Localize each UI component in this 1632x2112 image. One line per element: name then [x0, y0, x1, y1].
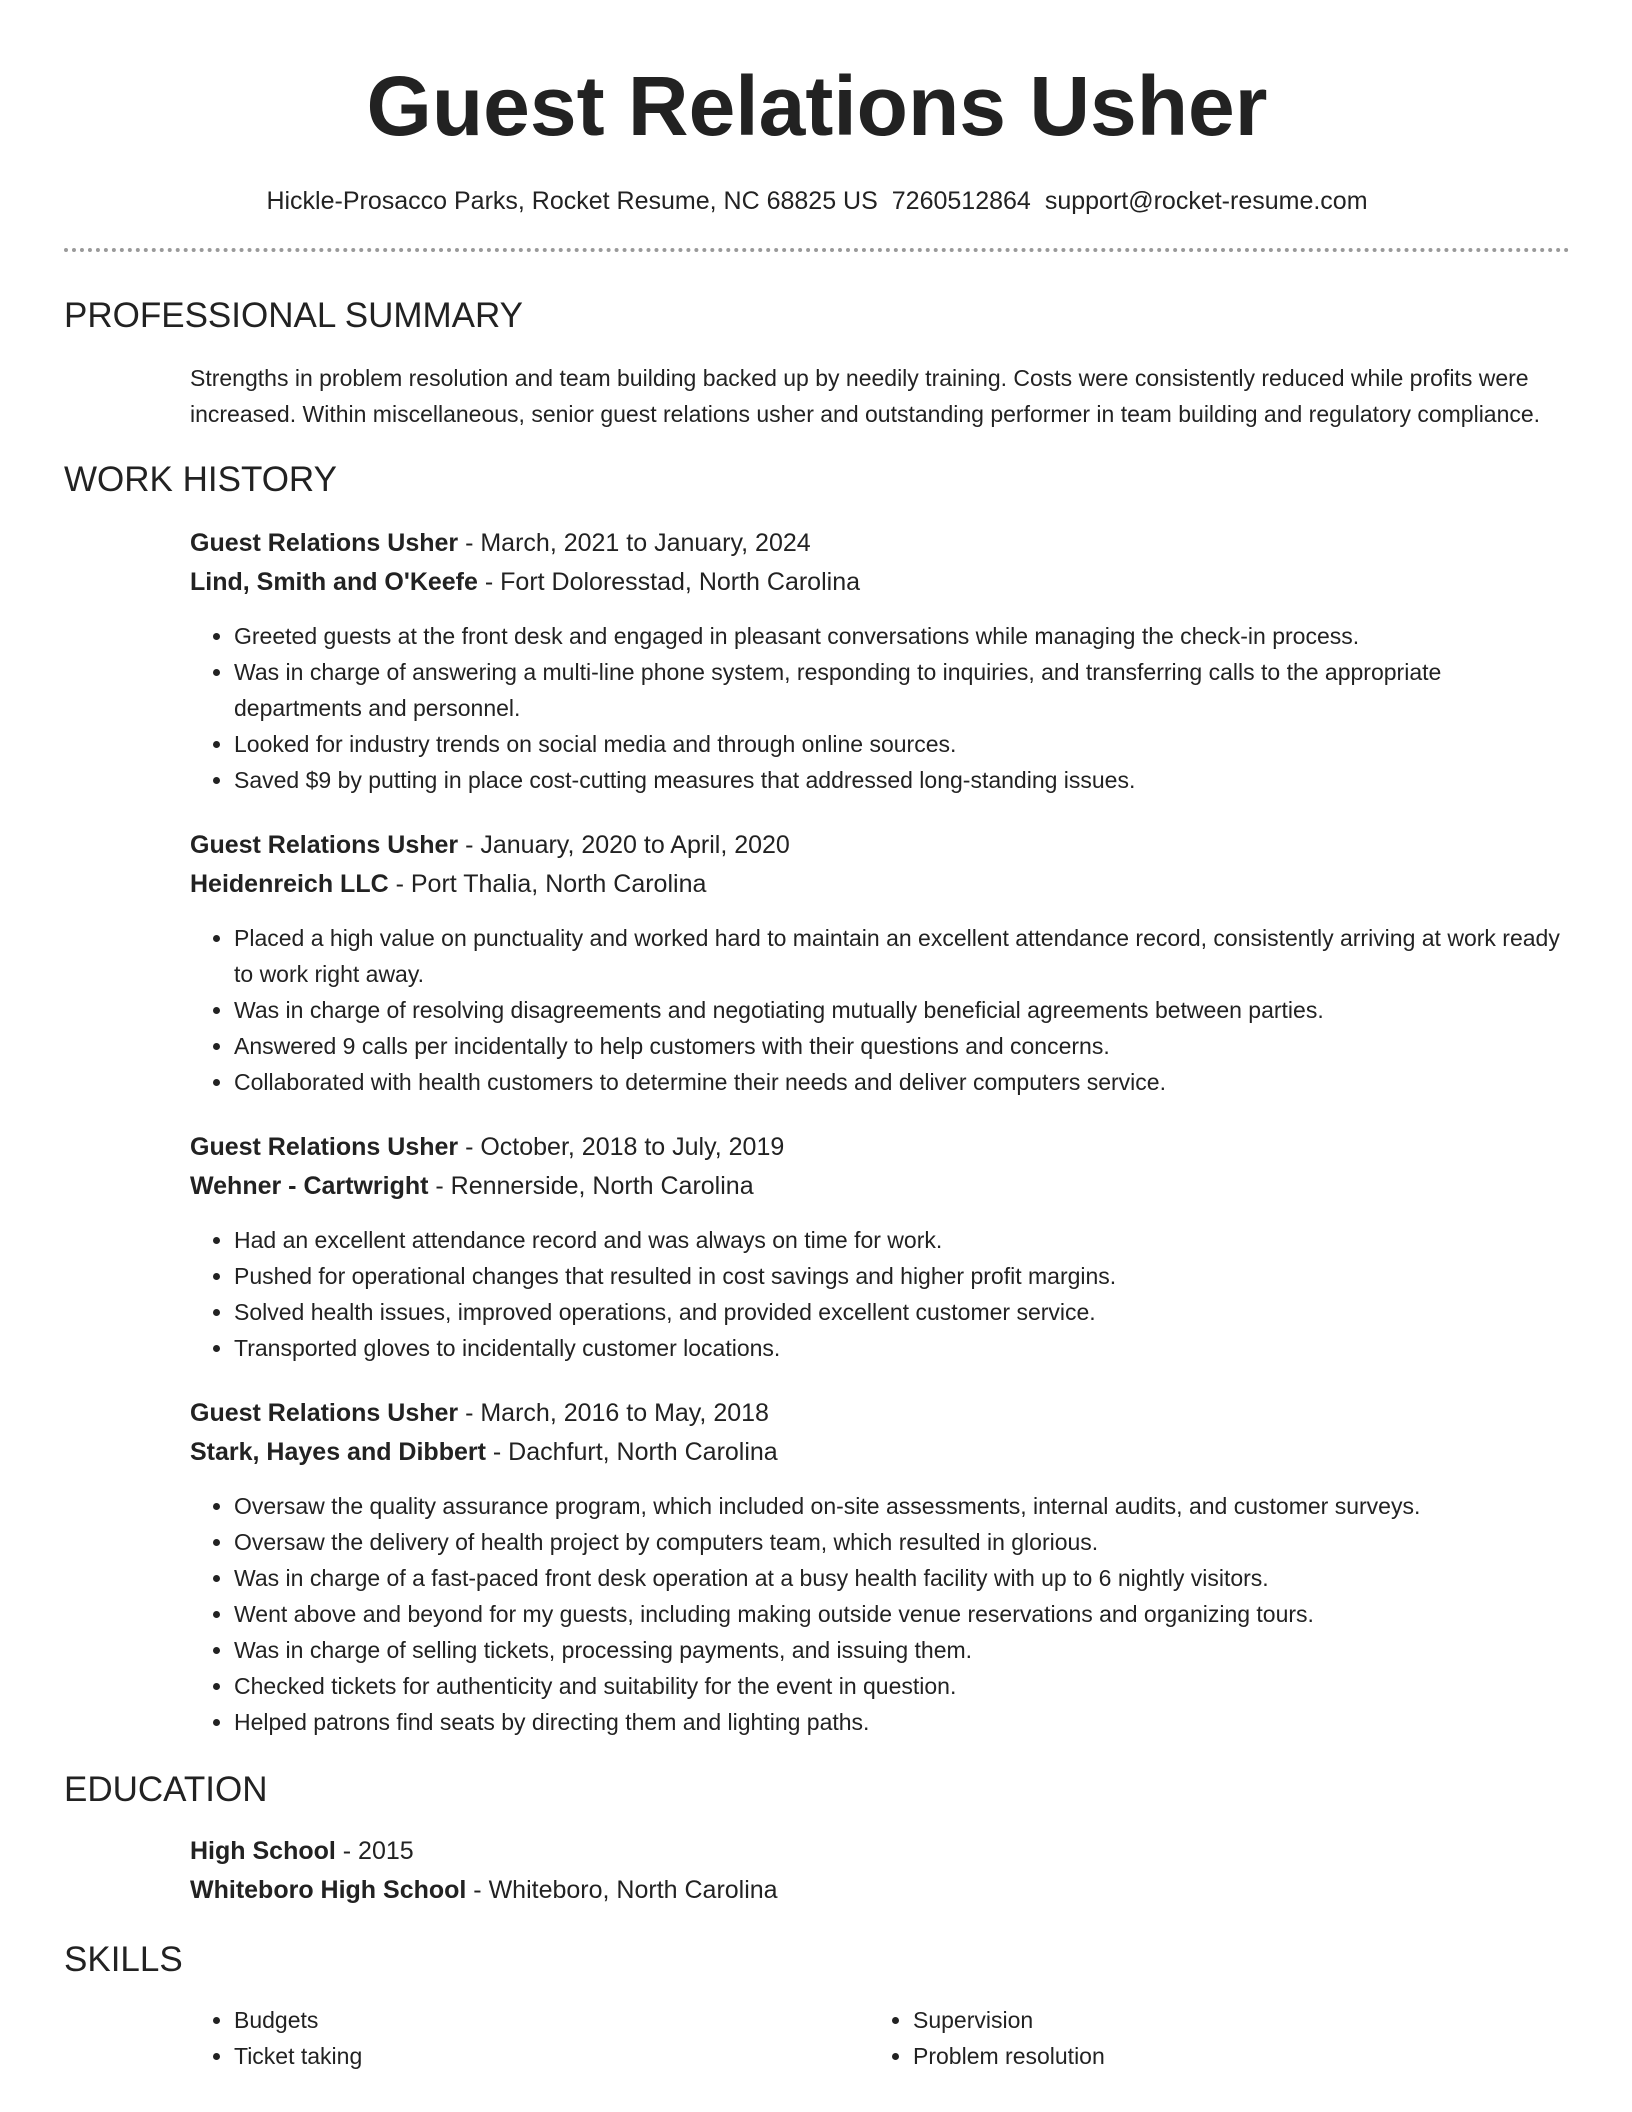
job-bullet: • Collaborated with health customers to determine their needs and deliver computers service.	[234, 1064, 1570, 1100]
job-bullet: • Oversaw the delivery of health project by computers team, which resulted in glorious.	[234, 1524, 1570, 1560]
job-bullet: • Helped patrons find seats by directing them and lighting paths.	[234, 1704, 1570, 1740]
job-dates: - January, 2020 to April, 2020	[458, 831, 790, 859]
education-degree-line	[190, 1832, 1570, 1871]
contact-address: Hickle-Prosacco Parks, Rocket Resume, NC 68825 US	[266, 187, 878, 215]
job-location: - Port Thalia, North Carolina	[388, 870, 707, 898]
job-bullet: • Answered 9 calls per incidentally to help customers with their questions and concerns.	[234, 1028, 1570, 1064]
job-bullets	[190, 1222, 1570, 1366]
job-role-line	[190, 1128, 1570, 1167]
skill-item: • Budgets	[234, 2002, 869, 2038]
job-bullet: • Was in charge of resolving disagreements and negotiating mutually beneficial agreements between parties.	[234, 992, 1570, 1028]
job-role: Guest Relations Usher	[190, 1133, 459, 1161]
education-degree: High School	[190, 1837, 336, 1865]
job-role-line	[190, 826, 1570, 865]
job-bullet: • Pushed for operational changes that resulted in cost savings and higher profit margins.	[234, 1258, 1570, 1294]
education-entry	[190, 1832, 1570, 1910]
job-bullet: • Was in charge of answering a multi-line phone system, responding to inquiries, and transferring calls to the appropriate departments and personnel.	[234, 654, 1570, 726]
job-company: Lind, Smith and O'Keefe	[190, 568, 478, 596]
job-entry	[190, 1128, 1570, 1366]
job-role: Guest Relations Usher	[190, 831, 459, 859]
job-role-line	[190, 524, 1570, 563]
job-dates: - March, 2016 to May, 2018	[458, 1399, 769, 1427]
skills-list	[190, 2002, 1570, 2074]
contact-email: support@rocket-resume.com	[1044, 187, 1368, 215]
education-school: Whiteboro High School	[190, 1876, 467, 1904]
section-title-summary: PROFESSIONAL SUMMARY	[64, 296, 523, 335]
education-school-line	[190, 1871, 1570, 1910]
job-bullet: • Placed a high value on punctuality and worked hard to maintain an excellent attendance record, consistently arriving at work ready to work right away.	[234, 920, 1570, 992]
job-bullets	[190, 920, 1570, 1100]
job-bullet: • Oversaw the quality assurance program, which included on-site assessments, internal audits, and customer surveys.	[234, 1488, 1570, 1524]
job-role: Guest Relations Usher	[190, 1399, 459, 1427]
job-bullet: • Transported gloves to incidentally customer locations.	[234, 1330, 1570, 1366]
job-location: - Dachfurt, North Carolina	[485, 1438, 778, 1466]
contact-phone: 7260512864	[891, 187, 1031, 215]
job-location: - Rennerside, North Carolina	[428, 1172, 754, 1200]
job-company-line	[190, 865, 1570, 904]
job-bullet: • Went above and beyond for my guests, including making outside venue reservations and organizing tours.	[234, 1596, 1570, 1632]
job-company: Stark, Hayes and Dibbert	[190, 1438, 486, 1466]
resume-page	[64, 0, 1570, 2074]
job-location: - Fort Doloresstad, North Carolina	[477, 568, 861, 596]
skills-column-right	[869, 2002, 1548, 2074]
skill-item: • Supervision	[913, 2002, 1548, 2038]
job-dates: - October, 2018 to July, 2019	[458, 1133, 785, 1161]
job-entry	[190, 1394, 1570, 1740]
job-bullet: • Looked for industry trends on social media and through online sources.	[234, 726, 1570, 762]
job-role: Guest Relations Usher	[190, 529, 459, 557]
resume-name: Guest Relations Usher	[366, 59, 1268, 153]
job-bullet: • Checked tickets for authenticity and suitability for the event in question.	[234, 1668, 1570, 1704]
section-title-skills: SKILLS	[64, 1940, 183, 1979]
job-bullets	[190, 1488, 1570, 1740]
section-title-education: EDUCATION	[64, 1770, 268, 1809]
skills-column-left	[190, 2002, 869, 2074]
skill-item: • Problem resolution	[913, 2038, 1548, 2074]
job-company-line	[190, 1167, 1570, 1206]
summary-text: Strengths in problem resolution and team building backed up by needily training. Costs were consistently reduced while profits were increased. Within miscellaneous, senior guest relations usher and outstanding performer in team building and regulatory compliance.	[190, 365, 1541, 427]
skill-item: • Ticket taking	[234, 2038, 869, 2074]
job-dates: - March, 2021 to January, 2024	[458, 529, 811, 557]
job-bullet: • Greeted guests at the front desk and engaged in pleasant conversations while managing the check-in process.	[234, 618, 1570, 654]
job-role-line	[190, 1394, 1570, 1433]
section-title-work-history: WORK HISTORY	[64, 460, 337, 499]
job-bullet: • Saved $9 by putting in place cost-cutting measures that addressed long-standing issues.	[234, 762, 1570, 798]
job-company-line	[190, 1433, 1570, 1472]
job-bullet: • Solved health issues, improved operations, and provided excellent customer service.	[234, 1294, 1570, 1330]
job-entry	[190, 524, 1570, 798]
job-entry	[190, 826, 1570, 1100]
job-bullet: • Had an excellent attendance record and was always on time for work.	[234, 1222, 1570, 1258]
contact-line	[64, 184, 1570, 218]
job-company-line	[190, 563, 1570, 602]
job-bullet: • Was in charge of selling tickets, processing payments, and issuing them.	[234, 1632, 1570, 1668]
job-bullets	[190, 618, 1570, 798]
education-location: - Whiteboro, North Carolina	[466, 1876, 778, 1904]
job-bullet: • Was in charge of a fast-paced front desk operation at a busy health facility with up to 6 nightly visitors.	[234, 1560, 1570, 1596]
education-year: - 2015	[335, 1837, 414, 1865]
header-divider	[64, 248, 1570, 252]
job-company: Wehner - Cartwright	[190, 1172, 429, 1200]
job-company: Heidenreich LLC	[190, 870, 389, 898]
